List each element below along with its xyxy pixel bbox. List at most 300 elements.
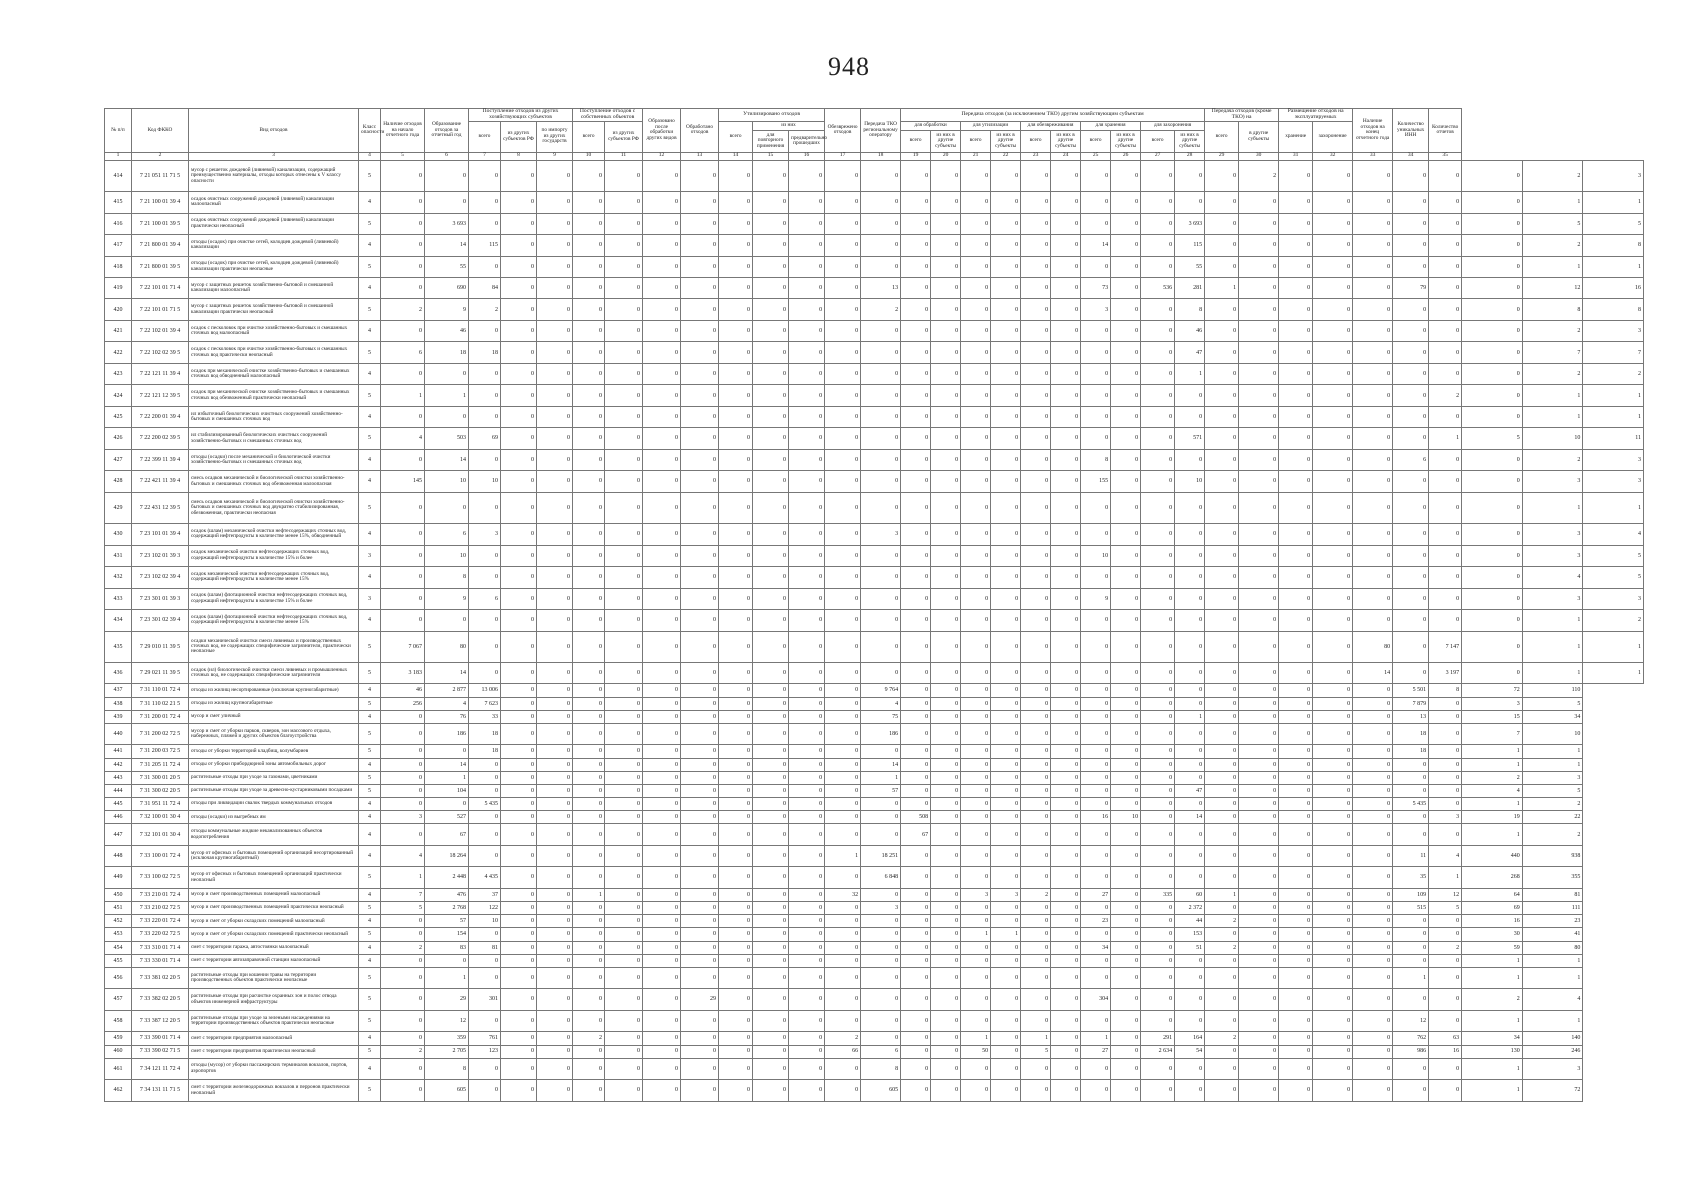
value-cell: 0 [1353, 449, 1393, 470]
value-cell: 0 [1081, 1010, 1111, 1031]
value-cell: 0 [719, 928, 753, 941]
value-cell: 0 [861, 471, 901, 492]
value-cell: 0 [901, 492, 931, 523]
value-cell: 0 [573, 428, 605, 449]
value-cell: 0 [381, 771, 425, 784]
value-cell: 11 [1583, 428, 1644, 449]
value-cell: 0 [1111, 662, 1141, 683]
value-cell: 9 [425, 588, 469, 609]
value-cell: 0 [537, 277, 573, 298]
value-cell: 8 [1522, 299, 1583, 320]
value-cell: 0 [825, 160, 861, 191]
header-recv-own-regions: из других субъектов РФ [605, 121, 643, 152]
hazard-class: 5 [359, 1045, 381, 1058]
value-cell: 6 [425, 524, 469, 545]
fkko-code: 7 33 381 02 20 5 [132, 967, 189, 988]
value-cell: 6 [1393, 449, 1429, 470]
value-cell: 0 [1279, 888, 1313, 901]
value-cell: 0 [605, 723, 643, 744]
value-cell: 291 [1141, 1032, 1175, 1045]
header-tr-neutralization: для обезвреживания [1021, 121, 1081, 130]
value-cell: 0 [1205, 299, 1239, 320]
value-cell: 0 [1051, 758, 1081, 771]
value-cell: 0 [1239, 1010, 1279, 1031]
value-cell: 0 [681, 710, 719, 723]
table-row [105, 845, 1644, 866]
value-cell: 0 [1313, 385, 1353, 406]
value-cell: 0 [961, 771, 991, 784]
value-cell: 0 [1021, 299, 1051, 320]
row-number: 418 [105, 256, 132, 277]
value-cell: 0 [1313, 1045, 1353, 1058]
value-cell: 0 [901, 213, 931, 234]
value-cell: 0 [381, 277, 425, 298]
value-cell: 0 [1393, 631, 1429, 662]
value-cell: 0 [1141, 192, 1175, 213]
value-cell: 0 [1353, 845, 1393, 866]
value-cell: 0 [1205, 1010, 1239, 1031]
value-cell: 0 [1205, 784, 1239, 797]
table-row [105, 471, 1644, 492]
value-cell: 0 [931, 1032, 961, 1045]
value-cell: 1 [1522, 1010, 1583, 1031]
value-cell: 0 [1429, 928, 1462, 941]
value-cell: 0 [643, 867, 681, 888]
value-cell: 0 [861, 954, 901, 967]
value-cell: 0 [469, 967, 501, 988]
header-num: № п/п [105, 109, 132, 153]
column-number: 9 [537, 152, 573, 160]
header-util-of-which: из них [753, 121, 825, 130]
row-number: 422 [105, 342, 132, 363]
value-cell: 0 [719, 758, 753, 771]
value-cell: 0 [961, 567, 991, 588]
value-cell: 0 [991, 385, 1021, 406]
row-number: 446 [105, 811, 132, 824]
value-cell: 8 [425, 1058, 469, 1079]
value-cell: 0 [1313, 342, 1353, 363]
value-cell: 0 [961, 662, 991, 683]
value-cell: 1 [425, 385, 469, 406]
value-cell: 0 [1141, 385, 1175, 406]
fkko-code: 7 21 100 01 39 4 [132, 192, 189, 213]
value-cell: 59 [1462, 941, 1523, 954]
value-cell: 0 [1429, 545, 1462, 566]
value-cell: 1 [1462, 1010, 1523, 1031]
value-cell: 0 [681, 954, 719, 967]
value-cell: 0 [901, 299, 931, 320]
value-cell: 0 [605, 928, 643, 941]
value-cell: 0 [1051, 545, 1081, 566]
value-cell: 0 [681, 902, 719, 915]
value-cell: 0 [1141, 745, 1175, 758]
value-cell: 0 [1141, 320, 1175, 341]
value-cell: 0 [1021, 320, 1051, 341]
value-cell: 0 [643, 811, 681, 824]
value-cell: 0 [825, 631, 861, 662]
value-cell: 0 [1313, 192, 1353, 213]
value-cell: 0 [1141, 915, 1175, 928]
value-cell: 0 [381, 824, 425, 845]
value-cell: 0 [991, 941, 1021, 954]
value-cell: 0 [1205, 406, 1239, 427]
value-cell: 0 [1429, 723, 1462, 744]
value-cell: 0 [719, 941, 753, 954]
value-cell: 0 [753, 428, 789, 449]
value-cell: 0 [1353, 867, 1393, 888]
value-cell: 0 [1393, 235, 1429, 256]
value-cell: 0 [1111, 363, 1141, 384]
value-cell: 605 [861, 1080, 901, 1102]
value-cell: 0 [1111, 524, 1141, 545]
value-cell: 1 [1522, 954, 1583, 967]
value-cell: 0 [381, 545, 425, 566]
value-cell: 0 [861, 941, 901, 954]
value-cell: 0 [719, 745, 753, 758]
column-number: 3 [189, 152, 359, 160]
value-cell: 0 [825, 824, 861, 845]
value-cell: 0 [1175, 1058, 1205, 1079]
value-cell: 0 [825, 588, 861, 609]
waste-name: мусор и смет производственных помещений практически неопасный [189, 902, 359, 915]
value-cell: 0 [931, 758, 961, 771]
row-number: 430 [105, 524, 132, 545]
value-cell: 0 [825, 1058, 861, 1079]
waste-name: отходы (осадок) при очистке сетей, колодцев дождевой (ливневой) канализации практически неопасные [189, 256, 359, 277]
value-cell: 0 [1081, 784, 1111, 797]
value-cell: 13 006 [469, 684, 501, 697]
value-cell: 104 [425, 784, 469, 797]
header-hazard: Класс опасности [359, 109, 381, 153]
value-cell: 0 [825, 363, 861, 384]
value-cell: 34 [1522, 710, 1583, 723]
value-cell: 0 [825, 697, 861, 710]
value-cell: 0 [1353, 1058, 1393, 1079]
value-cell: 0 [753, 941, 789, 954]
value-cell: 0 [381, 213, 425, 234]
value-cell: 0 [1021, 1010, 1051, 1031]
value-cell: 0 [1111, 1032, 1141, 1045]
value-cell: 0 [1021, 745, 1051, 758]
value-cell: 0 [605, 811, 643, 824]
value-cell: 0 [1081, 902, 1111, 915]
value-cell: 0 [1313, 213, 1353, 234]
value-cell: 0 [1353, 902, 1393, 915]
column-number: 26 [1111, 152, 1141, 160]
value-cell: 0 [1279, 192, 1313, 213]
value-cell: 1 [1462, 967, 1523, 988]
value-cell: 1 [1205, 277, 1239, 298]
value-cell: 0 [931, 954, 961, 967]
value-cell: 0 [501, 449, 537, 470]
value-cell: 109 [1393, 888, 1429, 901]
value-cell: 7 879 [1393, 697, 1429, 710]
row-number: 455 [105, 954, 132, 967]
value-cell: 0 [991, 745, 1021, 758]
value-cell: 0 [931, 684, 961, 697]
value-cell: 0 [789, 915, 825, 928]
value-cell: 10 [425, 545, 469, 566]
value-cell: 0 [469, 1058, 501, 1079]
value-cell: 0 [1353, 1010, 1393, 1031]
value-cell: 0 [789, 888, 825, 901]
value-cell: 0 [573, 697, 605, 710]
fkko-code: 7 31 951 11 72 4 [132, 798, 189, 811]
value-cell: 0 [789, 235, 825, 256]
value-cell: 0 [1111, 989, 1141, 1010]
value-cell: 0 [1353, 299, 1393, 320]
value-cell: 0 [1239, 235, 1279, 256]
value-cell: 1 [573, 888, 605, 901]
value-cell: 0 [1205, 989, 1239, 1010]
value-cell: 2 [1239, 160, 1279, 191]
value-cell: 0 [753, 784, 789, 797]
value-cell: 0 [1141, 824, 1175, 845]
value-cell: 0 [605, 697, 643, 710]
value-cell: 0 [1205, 745, 1239, 758]
value-cell: 0 [1111, 697, 1141, 710]
value-cell: 0 [381, 363, 425, 384]
value-cell: 0 [901, 385, 931, 406]
value-cell: 0 [1021, 684, 1051, 697]
value-cell: 72 [1522, 1080, 1583, 1102]
value-cell: 0 [643, 784, 681, 797]
value-cell: 0 [861, 798, 901, 811]
value-cell: 0 [931, 492, 961, 523]
value-cell: 0 [643, 320, 681, 341]
table-row [105, 928, 1644, 941]
value-cell: 115 [1175, 235, 1205, 256]
value-cell: 0 [501, 928, 537, 941]
value-cell: 0 [681, 771, 719, 784]
value-cell: 6 848 [861, 867, 901, 888]
value-cell: 0 [1429, 235, 1462, 256]
value-cell: 0 [901, 723, 931, 744]
value-cell: 0 [961, 320, 991, 341]
value-cell: 0 [643, 1032, 681, 1045]
table-row [105, 1058, 1644, 1079]
value-cell: 0 [537, 784, 573, 797]
waste-name: растительные отходы при уходе за древесно-кустарниковыми посадками [189, 784, 359, 797]
value-cell: 0 [825, 811, 861, 824]
value-cell: 0 [469, 492, 501, 523]
value-cell: 0 [961, 406, 991, 427]
table-row [105, 784, 1644, 797]
value-cell: 0 [719, 492, 753, 523]
value-cell: 0 [1205, 723, 1239, 744]
value-cell: 2 [469, 299, 501, 320]
fkko-code: 7 31 110 02 21 5 [132, 697, 189, 710]
value-cell: 0 [643, 524, 681, 545]
value-cell: 0 [1021, 588, 1051, 609]
value-cell: 0 [825, 192, 861, 213]
fkko-code: 7 33 390 01 71 4 [132, 1032, 189, 1045]
value-cell: 8 [861, 1058, 901, 1079]
value-cell: 0 [861, 888, 901, 901]
fkko-code: 7 22 421 11 39 4 [132, 471, 189, 492]
value-cell: 0 [825, 758, 861, 771]
value-cell: 0 [991, 406, 1021, 427]
hazard-class: 4 [359, 954, 381, 967]
value-cell: 0 [537, 631, 573, 662]
value-cell: 0 [537, 1045, 573, 1058]
value-cell: 0 [789, 758, 825, 771]
row-number: 443 [105, 771, 132, 784]
value-cell: 0 [1393, 406, 1429, 427]
fkko-code: 7 31 300 01 20 5 [132, 771, 189, 784]
header-generated: Образование отходов за отчетный год [425, 109, 469, 153]
value-cell: 0 [931, 385, 961, 406]
value-cell: 0 [1393, 342, 1429, 363]
waste-name: смет с территории железнодорожных вокзалов и перронов практически неопасный [189, 1080, 359, 1102]
table-row [105, 662, 1644, 683]
value-cell: 761 [469, 1032, 501, 1045]
value-cell: 0 [1021, 471, 1051, 492]
value-cell: 0 [1081, 758, 1111, 771]
value-cell: 0 [901, 610, 931, 631]
value-cell: 0 [605, 406, 643, 427]
value-cell: 0 [501, 160, 537, 191]
value-cell: 0 [537, 406, 573, 427]
value-cell: 0 [931, 867, 961, 888]
value-cell: 0 [573, 1010, 605, 1031]
value-cell: 0 [1141, 160, 1175, 191]
table-row [105, 798, 1644, 811]
value-cell: 0 [1353, 524, 1393, 545]
value-cell: 10 [1522, 723, 1583, 744]
waste-name: мусор и смет от уборки парков, скверов, зон массового отдыха, набережных, пляжей и других объектов благоустройства [189, 723, 359, 744]
value-cell: 301 [469, 989, 501, 1010]
value-cell: 0 [991, 631, 1021, 662]
header-burial: захоронение [1313, 121, 1353, 152]
value-cell: 0 [825, 1080, 861, 1102]
hazard-class: 5 [359, 428, 381, 449]
fkko-code: 7 33 100 02 72 5 [132, 867, 189, 888]
value-cell: 0 [681, 610, 719, 631]
value-cell: 0 [861, 363, 901, 384]
header-utilized-group: Утилизировано отходов [719, 109, 825, 122]
value-cell: 29 [425, 989, 469, 1010]
value-cell: 0 [861, 1032, 901, 1045]
row-number: 447 [105, 824, 132, 845]
value-cell: 3 [1429, 811, 1462, 824]
hazard-class: 3 [359, 588, 381, 609]
value-cell: 0 [1051, 1080, 1081, 1102]
value-cell: 1 [425, 771, 469, 784]
value-cell: 0 [537, 928, 573, 941]
value-cell: 81 [469, 941, 501, 954]
value-cell: 0 [991, 723, 1021, 744]
value-cell: 0 [381, 710, 425, 723]
value-cell: 0 [681, 697, 719, 710]
value-cell: 54 [1175, 1045, 1205, 1058]
row-number: 453 [105, 928, 132, 941]
table-row [105, 1010, 1644, 1031]
value-cell: 0 [901, 160, 931, 191]
value-cell: 0 [1353, 967, 1393, 988]
value-cell: 0 [1205, 771, 1239, 784]
value-cell: 0 [753, 631, 789, 662]
value-cell: 4 [1522, 989, 1583, 1010]
value-cell: 0 [573, 723, 605, 744]
value-cell: 1 [1175, 710, 1205, 723]
header-util-total: всего [719, 121, 753, 152]
table-row [105, 406, 1644, 427]
value-cell: 0 [719, 1080, 753, 1102]
value-cell: 0 [1279, 928, 1313, 941]
value-cell: 0 [1141, 524, 1175, 545]
value-cell: 0 [573, 989, 605, 1010]
value-cell: 0 [1429, 363, 1462, 384]
value-cell: 0 [1175, 723, 1205, 744]
value-cell: 0 [991, 567, 1021, 588]
value-cell: 0 [501, 941, 537, 954]
table-row [105, 299, 1644, 320]
value-cell: 0 [1081, 697, 1111, 710]
value-cell: 0 [861, 811, 901, 824]
value-cell: 0 [605, 1032, 643, 1045]
waste-name: смет с территории предприятия практически неопасный [189, 1045, 359, 1058]
waste-name: ил избыточный биологических очистных сооружений хозяйственно-бытовых и смешанных сточных вод [189, 406, 359, 427]
value-cell: 0 [501, 363, 537, 384]
value-cell: 268 [1462, 867, 1523, 888]
hazard-class: 5 [359, 631, 381, 662]
value-cell: 0 [825, 567, 861, 588]
value-cell: 0 [1175, 824, 1205, 845]
value-cell: 0 [643, 631, 681, 662]
value-cell: 0 [1051, 902, 1081, 915]
value-cell: 0 [537, 299, 573, 320]
value-cell: 0 [1462, 256, 1523, 277]
value-cell: 0 [719, 545, 753, 566]
value-cell: 0 [901, 967, 931, 988]
value-cell: 0 [381, 160, 425, 191]
value-cell: 0 [825, 406, 861, 427]
value-cell: 1 [381, 385, 425, 406]
value-cell: 0 [991, 449, 1021, 470]
value-cell: 0 [1021, 524, 1051, 545]
value-cell: 0 [1021, 631, 1051, 662]
value-cell: 0 [1429, 256, 1462, 277]
value-cell: 9 [1081, 588, 1111, 609]
value-cell: 46 [381, 684, 425, 697]
value-cell: 0 [1111, 888, 1141, 901]
value-cell: 37 [469, 888, 501, 901]
value-cell: 0 [931, 745, 961, 758]
value-cell: 0 [1175, 160, 1205, 191]
value-cell: 0 [1239, 697, 1279, 710]
value-cell: 0 [1081, 798, 1111, 811]
value-cell: 0 [501, 1058, 537, 1079]
value-cell: 0 [753, 471, 789, 492]
value-cell: 0 [991, 277, 1021, 298]
value-cell: 0 [789, 610, 825, 631]
value-cell: 0 [537, 697, 573, 710]
value-cell: 0 [1051, 941, 1081, 954]
value-cell: 0 [1051, 771, 1081, 784]
value-cell: 0 [1205, 631, 1239, 662]
value-cell: 0 [1462, 449, 1523, 470]
value-cell: 0 [573, 363, 605, 384]
value-cell: 0 [901, 320, 931, 341]
header-recv-import: по импорту из других государств [537, 121, 573, 152]
value-cell: 0 [1141, 662, 1175, 683]
value-cell: 281 [1175, 277, 1205, 298]
value-cell: 0 [789, 989, 825, 1010]
value-cell: 0 [1429, 471, 1462, 492]
value-cell: 0 [1462, 363, 1523, 384]
value-cell: 0 [537, 824, 573, 845]
